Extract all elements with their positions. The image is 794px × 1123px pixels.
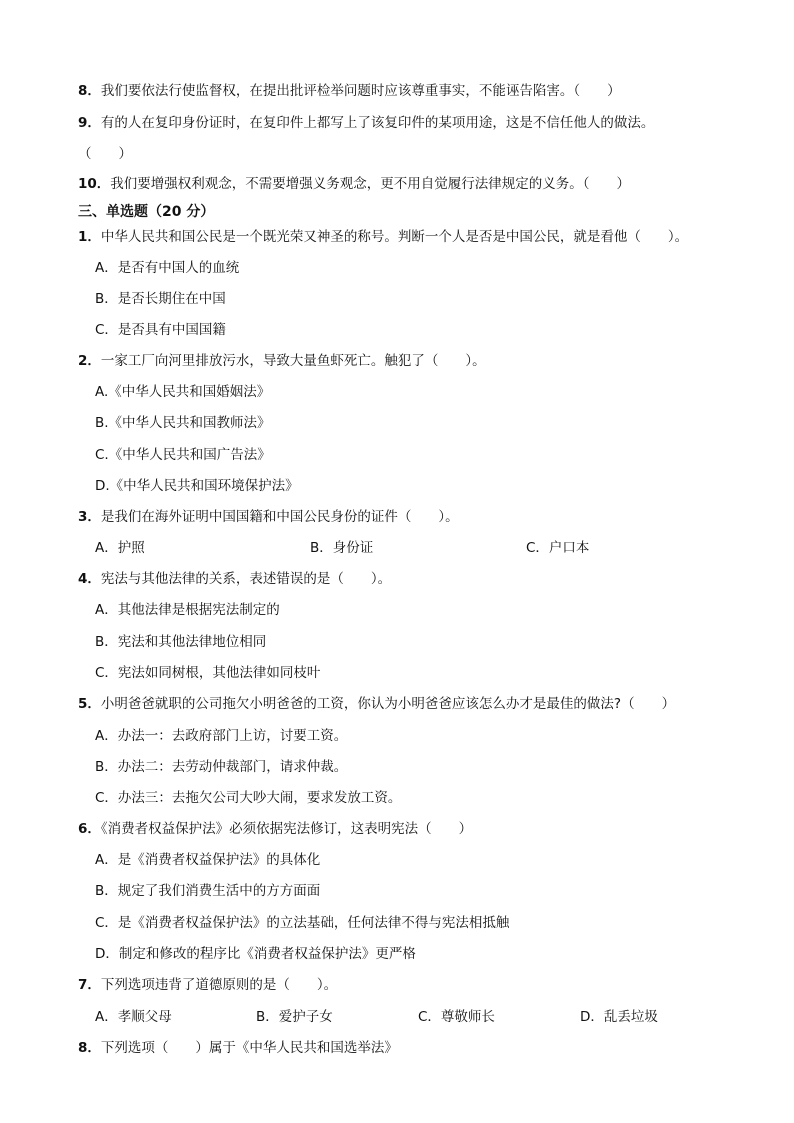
- option: A．护照: [95, 540, 145, 556]
- question-6: [78, 820, 472, 838]
- question-number: 6．: [78, 821, 101, 837]
- question-text: 小明爸爸就职的公司拖欠小明爸爸的工资，你认为小明爸爸应该怎么办才是最佳的做法?（ ）: [100, 696, 676, 712]
- question-3: [78, 508, 459, 526]
- option: C．宪法如同树根，其他法律如同枝叶: [95, 665, 321, 681]
- question-7: [78, 976, 337, 994]
- question-text: 有的人在复印身份证时，在复印件上都写上了该复印件的某项用途，这是不信任他人的做法。: [100, 115, 655, 131]
- question-text: 《消费者权益保护法》必须依据宪法修订，这表明宪法（ ）: [100, 821, 473, 837]
- option: B．宪法和其他法律地位相同: [95, 634, 267, 650]
- option: B．身份证: [310, 540, 374, 556]
- option: A.《中华人民共和国婚姻法》: [95, 384, 271, 400]
- question-text: 下列选项（ ）属于《中华人民共和国选举法》: [100, 1040, 398, 1056]
- question-number: 9．: [78, 115, 101, 131]
- option: B．办法二：去劳动仲裁部门，请求仲裁。: [95, 759, 348, 775]
- question-number: 8．: [78, 1040, 101, 1056]
- option: B．是否长期住在中国: [95, 291, 226, 307]
- option: A．孝顺父母: [95, 1009, 172, 1025]
- question-2: [78, 352, 486, 370]
- judgement-item-10: [78, 175, 630, 193]
- option: D.《中华人民共和国环境保护法》: [95, 478, 299, 494]
- question-text: 我们要增强权利观念，不需要增强义务观念，更不用自觉履行法律规定的义务。（ ）: [110, 176, 631, 192]
- option: C．户口本: [526, 540, 590, 556]
- question-number: 5．: [78, 696, 101, 712]
- option: C．是《消费者权益保护法》的立法基础，任何法律不得与宪法相抵触: [95, 915, 510, 931]
- option: B．爱护子女: [256, 1009, 333, 1025]
- question-text: 我们要依法行使监督权，在提出批评检举问题时应该尊重事实，不能诬告陷害。（ ）: [100, 83, 621, 99]
- judgement-item-9-bracket: （ ）: [78, 146, 132, 162]
- option: D．制定和修改的程序比《消费者权益保护法》更严格: [95, 946, 416, 962]
- option: A．是否有中国人的血统: [95, 260, 240, 276]
- question-text: 中华人民共和国公民是一个既光荣又神圣的称号。判断一个人是否是中国公民，就是看他（ ）。: [100, 229, 689, 245]
- option: B.《中华人民共和国教师法》: [95, 415, 271, 431]
- section-heading: 三、单选题（20 分）: [78, 204, 215, 220]
- option: A．办法一：去政府部门上访，讨要工资。: [95, 728, 348, 744]
- option: A．是《消费者权益保护法》的具体化: [95, 852, 321, 868]
- question-text: 一家工厂向河里排放污水，导致大量鱼虾死亡。触犯了（ ）。: [100, 353, 486, 369]
- judgement-item-8: [78, 82, 621, 100]
- option: B．规定了我们消费生活中的方方面面: [95, 883, 321, 899]
- question-1: [78, 228, 688, 246]
- question-text: 下列选项违背了道德原则的是（ ）。: [100, 977, 338, 993]
- option: C．尊敬师长: [418, 1009, 495, 1025]
- option: C.《中华人民共和国广告法》: [95, 447, 271, 463]
- question-number: 10．: [78, 176, 111, 192]
- question-number: 8．: [78, 83, 101, 99]
- option: C．是否具有中国国籍: [95, 322, 226, 338]
- question-number: 7．: [78, 977, 101, 993]
- question-5: [78, 695, 675, 713]
- question-text: 是我们在海外证明中国国籍和中国公民身份的证件（ ）。: [100, 509, 459, 525]
- question-text: 宪法与其他法律的关系，表述错误的是（ ）。: [100, 571, 392, 587]
- option: A．其他法律是根据宪法制定的: [95, 602, 280, 618]
- question-4: [78, 570, 391, 588]
- question-number: 2．: [78, 353, 101, 369]
- question-number: 1．: [78, 229, 101, 245]
- question-number: 3．: [78, 509, 101, 525]
- option: D．乱丢垃圾: [580, 1009, 658, 1025]
- option: C．办法三：去拖欠公司大吵大闹，要求发放工资。: [95, 790, 402, 806]
- question-number: 4．: [78, 571, 101, 587]
- judgement-item-9: [78, 114, 654, 132]
- question-8: [78, 1039, 398, 1057]
